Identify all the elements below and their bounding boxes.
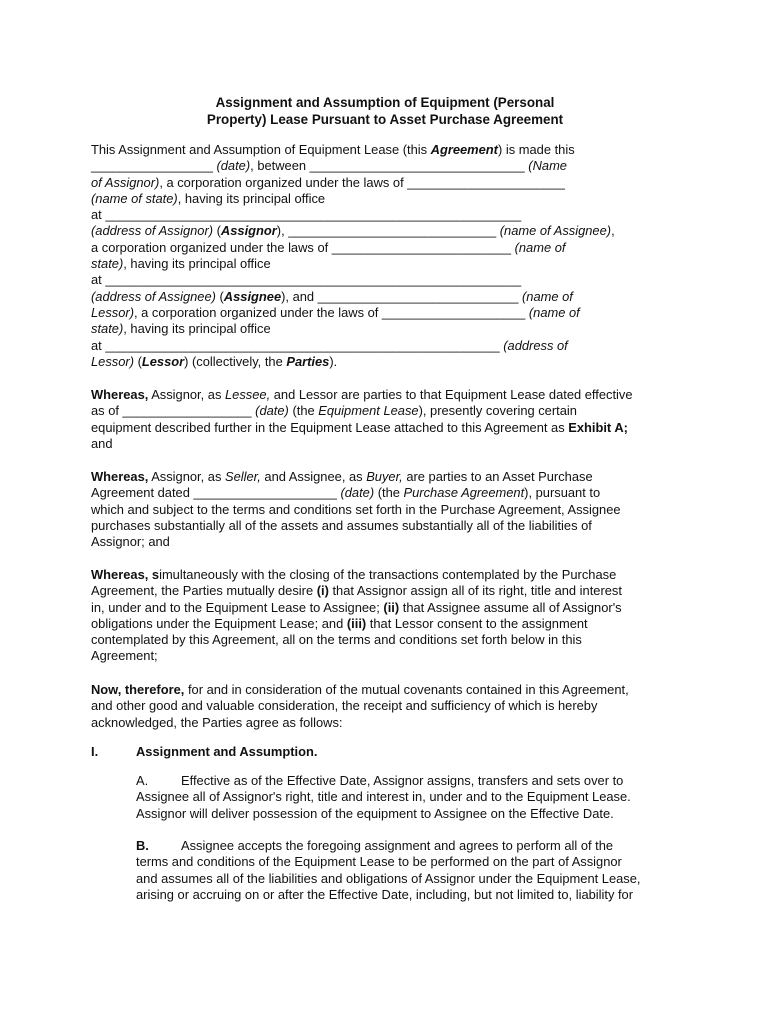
intro-text: , having its principal office [123,321,271,337]
agreement-term: Agreement [430,142,498,157]
state-label: state) [91,321,124,337]
whereas-paragraph-3 [91,567,681,665]
subsection-text: Assignee all of Assignor's right, title and interest in, under and to the Equipment Lease. [136,789,631,805]
laws-blank: ______________________ [407,174,565,190]
intro-text: , [611,223,615,239]
whereas-text: ), pursuant to [524,485,601,501]
intro-text: ), [276,223,289,239]
whereas-text: Assignor, as [148,469,225,484]
subsection-a [136,773,686,822]
assignee-term: Assignee [223,288,282,304]
whereas-text: equipment described further in the Equipment Lease attached to this Agreement as [91,419,569,435]
address-label: (address of Assignor) [91,223,214,239]
intro-text: , having its principal office [123,256,271,272]
whereas-text: Agreement dated [91,485,194,501]
assignor-name-blank: ______________________________ [309,158,529,174]
name-label: of Assignor) [91,174,160,190]
lessor-term: Lessor [141,353,185,369]
subsection-label: B. [136,838,149,853]
subsection-label: A. [136,773,149,788]
address-label: Lessor) [91,353,134,369]
intro-text: ), and [281,288,318,304]
state-label: (name of [528,304,580,320]
whereas-text: Agreement, the Parties mutually desire [91,583,317,599]
whereas-text: imultaneously with the closing of the transactions contemplated by the Purchase [159,567,617,582]
clause-marker: (iii) [346,615,367,631]
whereas-lead: Whereas, [91,387,149,402]
whereas-text: that Lessor consent to the assignment [366,615,588,631]
intro-text: at [91,207,106,223]
assignee-name-blank: _____________________________ [288,223,500,239]
seller-term: Seller, [225,469,261,484]
document-title [90,94,680,128]
whereas-text: ), presently covering certain [418,403,577,419]
intro-text: ) (collectively, the [184,353,287,369]
laws-blank: _________________________ [331,239,515,255]
subsection-text: Assignor will deliver possession of the equipment to Assignee on the Effective Date. [136,805,614,821]
purchase-agreement-term: Purchase Agreement [403,485,525,501]
name-label: (name of Assignee) [499,223,612,239]
intro-text: , a corporation organized under the laws of [159,174,408,190]
equipment-lease-term: Equipment Lease [318,403,419,419]
whereas-text: and Assignee, as [260,469,367,484]
intro-text: , between [250,158,310,174]
name-label: (Name [528,158,567,174]
whereas-text: purchases substantially all of the assets and assumes substantially all of the liabilities of [91,517,592,533]
paragraph-text: for and in consideration of the mutual covenants contained in this Agreement, [184,682,629,697]
intro-text: ) is made this [497,142,575,157]
date-blank: __________________ [122,403,256,419]
address-blank: _______________________________________________________ [105,337,504,353]
now-therefore-paragraph [91,682,681,731]
address-blank: __________________________________________________________ [105,272,522,288]
whereas-text: that Assignee assume all of Assignor's [399,599,622,615]
laws-blank: ____________________ [381,304,529,320]
intro-text: a corporation organized under the laws of [91,239,332,255]
whereas-text: which and subject to the terms and conditions set forth in the Purchase Agreement, Assignee [91,501,621,517]
intro-text: at [91,272,106,288]
whereas-text: and [91,435,113,451]
date-label: (date) [255,403,289,419]
intro-text: , a corporation organized under the laws of [133,304,382,320]
whereas-lead: Whereas, [91,469,149,484]
exhibit-reference: Exhibit A; [568,419,628,435]
address-label: (address of Assignee) [91,288,216,304]
state-label: state) [91,256,124,272]
subsection-b [136,838,686,903]
whereas-text: (the [288,403,319,419]
address-label: (address of [503,337,568,353]
intro-text: at [91,337,106,353]
section-number: I. [91,744,99,759]
state-label: (name of state) [91,190,178,206]
whereas-text: obligations under the Equipment Lease; and [91,615,347,631]
parties-term: Parties [286,353,330,369]
whereas-text: in, under and to the Equipment Lease to Assignee; [91,599,384,615]
whereas-paragraph-2 [91,469,681,550]
address-blank: __________________________________________________________ [105,207,522,223]
section-heading [91,744,317,760]
intro-text: ( [213,223,221,239]
name-label: Lessor) [91,304,134,320]
buyer-term: Buyer, [366,469,403,484]
date-label: (date) [216,158,251,174]
whereas-text: as of [91,403,123,419]
date-blank: ____________________ [193,485,341,501]
whereas-text: Assignor, as [148,387,225,402]
subsection-text: arising or accruing on or after the Effective Date, including, but not limited to, liability for [136,886,634,902]
whereas-text: and Lessor are parties to that Equipment Lease dated effective [270,387,633,402]
name-label: (name of [522,288,573,304]
lessee-term: Lessee, [225,387,271,402]
date-label: (date) [340,485,375,501]
whereas-text: Agreement; [91,648,158,664]
whereas-lead: Whereas, s [91,567,160,582]
paragraph-text: acknowledged, the Parties agree as follows: [91,714,343,730]
intro-text: ( [215,288,224,304]
subsection-text: Effective as of the Effective Date, Assignor assigns, transfers and sets over to [181,773,624,788]
whereas-text: contemplated by this Agreement, all on the terms and conditions set forth below in this [91,632,582,648]
whereas-text: that Assignor assign all of its right, title and interest [328,583,622,599]
intro-text: ). [329,353,338,369]
subsection-text: and assumes all of the liabilities and obligations of Assignor under the Equipment Lease, [136,870,641,886]
whereas-text: are parties to an Asset Purchase [402,469,593,484]
clause-marker: (ii) [383,599,400,615]
now-therefore-lead: Now, therefore, [91,682,185,697]
intro-paragraph [91,142,681,370]
paragraph-text: and other good and valuable consideration, the receipt and sufficiency of which is hereby [91,698,598,714]
lessor-name-blank: ____________________________ [317,288,522,304]
title-line-1: Assignment and Assumption of Equipment (Personal [215,95,555,110]
whereas-text: (the [374,485,404,501]
intro-text: ( [133,353,142,369]
subsection-text: Assignee accepts the foregoing assignment and agrees to perform all of the [181,838,614,853]
date-blank: _________________ [91,158,217,174]
title-line-2: Property) Lease Pursuant to Asset Purchase Agreement [206,112,564,127]
clause-marker: (i) [316,583,329,599]
state-label: (name of [514,239,566,255]
assignor-term: Assignor [220,223,277,239]
section-title: Assignment and Assumption. [136,744,318,759]
whereas-paragraph-1 [91,387,681,452]
subsection-text: terms and conditions of the Equipment Lease to be performed on the part of Assignor [136,854,622,870]
whereas-text: Assignor; and [91,534,170,550]
intro-text: , having its principal office [177,190,326,206]
intro-text: This Assignment and Assumption of Equipment Lease (this [91,142,431,157]
